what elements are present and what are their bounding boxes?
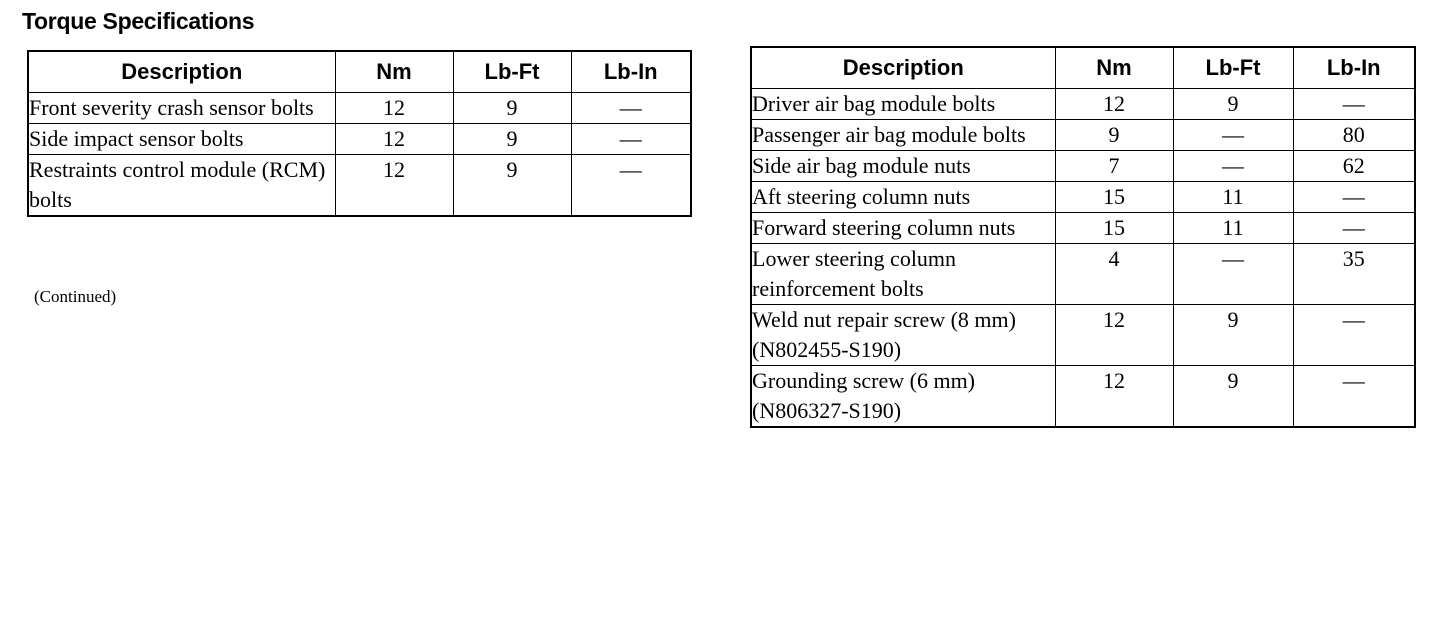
lbft-cell: 9	[1173, 305, 1293, 366]
lbin-cell: —	[571, 93, 691, 124]
lbin-cell: —	[1293, 182, 1415, 213]
table-row	[751, 213, 1415, 244]
table-row	[751, 305, 1415, 366]
lbft-cell: 9	[453, 155, 571, 217]
table-row	[751, 182, 1415, 213]
nm-cell: 15	[1055, 213, 1173, 244]
lbft-cell: 11	[1173, 182, 1293, 213]
nm-cell: 12	[335, 124, 453, 155]
column-header-description: Description	[28, 51, 335, 93]
lbin-cell: —	[1293, 89, 1415, 120]
lbin-cell: —	[571, 124, 691, 155]
nm-cell: 12	[1055, 305, 1173, 366]
page-title: Torque Specifications	[22, 8, 255, 34]
nm-cell: 9	[1055, 120, 1173, 151]
torque-table-right	[750, 46, 1416, 428]
description-cell: Weld nut repair screw (8 mm) (N802455-S190)	[751, 305, 1055, 366]
lbft-cell: 9	[1173, 366, 1293, 428]
description-cell: Side impact sensor bolts	[28, 124, 335, 155]
lbin-cell: —	[1293, 213, 1415, 244]
description-cell: Lower steering column reinforcement bolts	[751, 244, 1055, 305]
nm-cell: 12	[1055, 366, 1173, 428]
table-row	[751, 151, 1415, 182]
table-row	[751, 120, 1415, 151]
torque-table-left	[27, 50, 692, 217]
column-header-nm: Nm	[335, 51, 453, 93]
lbin-cell: —	[1293, 305, 1415, 366]
column-header-lbft: Lb-Ft	[1173, 47, 1293, 89]
description-cell: Aft steering column nuts	[751, 182, 1055, 213]
lbin-cell: 62	[1293, 151, 1415, 182]
lbft-cell: —	[1173, 151, 1293, 182]
lbft-cell: —	[1173, 120, 1293, 151]
lbft-cell: —	[1173, 244, 1293, 305]
description-cell: Grounding screw (6 mm) (N806327-S190)	[751, 366, 1055, 428]
lbft-cell: 11	[1173, 213, 1293, 244]
nm-cell: 4	[1055, 244, 1173, 305]
description-cell: Front severity crash sensor bolts	[28, 93, 335, 124]
column-header-description: Description	[751, 47, 1055, 89]
nm-cell: 12	[335, 155, 453, 217]
description-cell: Restraints control module (RCM) bolts	[28, 155, 335, 217]
table-header-row	[751, 47, 1415, 89]
nm-cell: 15	[1055, 182, 1173, 213]
nm-cell: 7	[1055, 151, 1173, 182]
table-row	[751, 244, 1415, 305]
column-header-lbin: Lb-In	[571, 51, 691, 93]
lbin-cell: 80	[1293, 120, 1415, 151]
lbin-cell: —	[571, 155, 691, 217]
description-cell: Side air bag module nuts	[751, 151, 1055, 182]
nm-cell: 12	[1055, 89, 1173, 120]
table-row	[28, 93, 691, 124]
table-row	[28, 155, 691, 217]
column-header-lbft: Lb-Ft	[453, 51, 571, 93]
table-row	[751, 366, 1415, 428]
column-header-nm: Nm	[1055, 47, 1173, 89]
continued-note: (Continued)	[34, 287, 117, 306]
description-cell: Forward steering column nuts	[751, 213, 1055, 244]
lbin-cell: 35	[1293, 244, 1415, 305]
lbft-cell: 9	[453, 93, 571, 124]
description-cell: Driver air bag module bolts	[751, 89, 1055, 120]
nm-cell: 12	[335, 93, 453, 124]
lbin-cell: —	[1293, 366, 1415, 428]
description-cell: Passenger air bag module bolts	[751, 120, 1055, 151]
table-row	[28, 124, 691, 155]
lbft-cell: 9	[1173, 89, 1293, 120]
column-header-lbin: Lb-In	[1293, 47, 1415, 89]
lbft-cell: 9	[453, 124, 571, 155]
table-header-row	[28, 51, 691, 93]
table-row	[751, 89, 1415, 120]
